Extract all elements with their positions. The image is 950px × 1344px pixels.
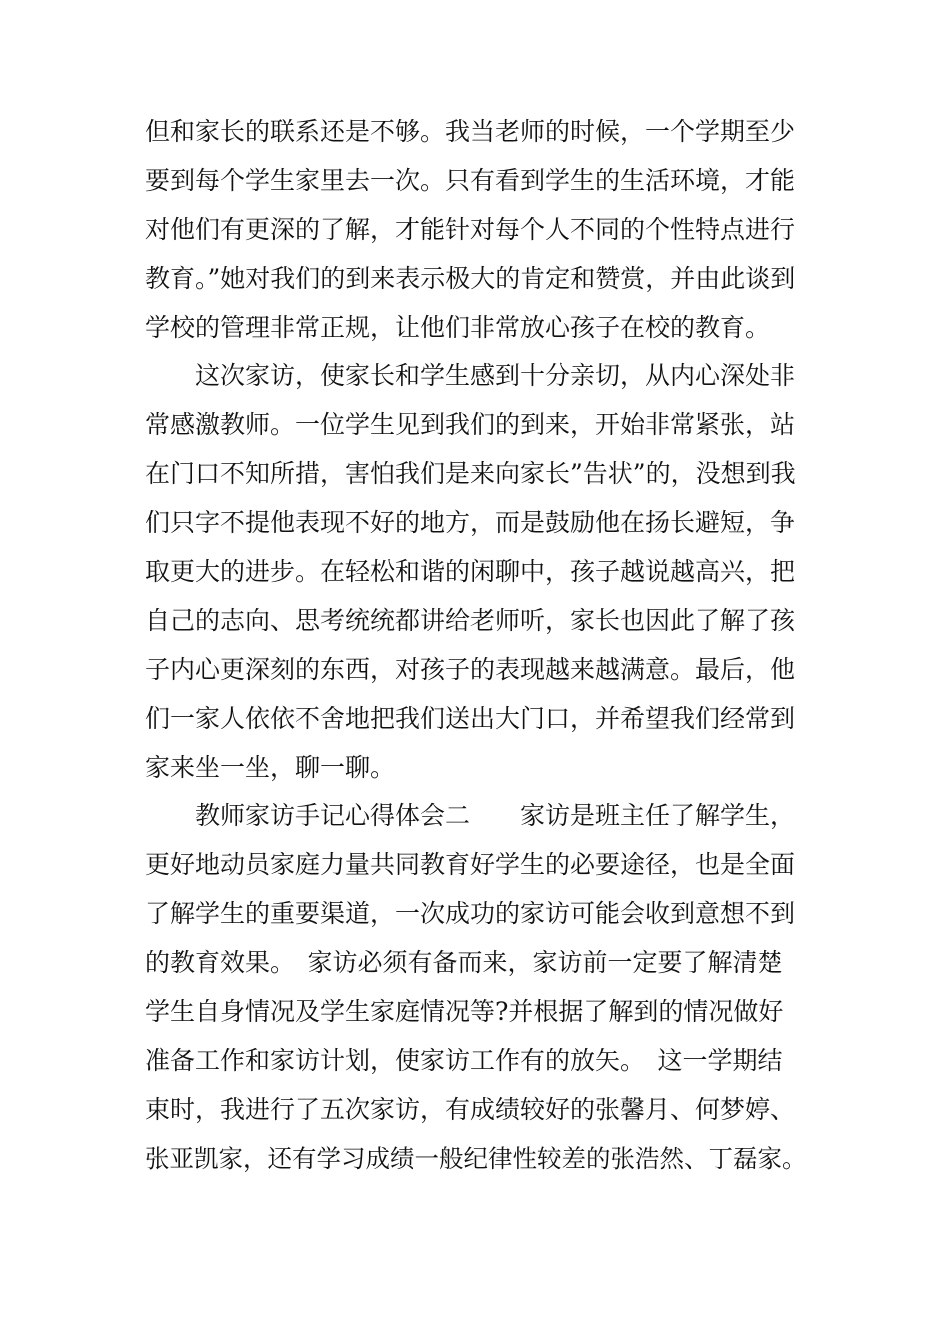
text-line: 学生自身情况及学生家庭情况等?并根据了解到的情况做好	[145, 997, 784, 1027]
text-line: 但和家长的联系还是不够。我当老师的时候，一个学期至少	[145, 117, 796, 146]
text-line: 对他们有更深的了解，才能针对每个人不同的个性特点进行	[145, 214, 796, 244]
text-line: 取更大的进步。在轻松和谐的闲聊中，孩子越说越高兴，把	[145, 557, 796, 587]
text-line: 更好地动员家庭力量共同教育好学生的必要途径，也是全面	[145, 850, 796, 880]
text-line: 教师家访手记心得体会二 家访是班主任了解学生，	[195, 801, 796, 831]
text-line: 了解学生的重要渠道，一次成功的家访可能会收到意想不到	[145, 899, 796, 929]
text-line: 子内心更深刻的东西，对孩子的表现越来越满意。最后，他	[145, 654, 796, 684]
text-line: 这次家访，使家长和学生感到十分亲切，从内心深处非	[195, 361, 796, 391]
body-text	[145, 108, 815, 1184]
text-line: 们一家人依依不舍地把我们送出大门口，并希望我们经常到	[145, 703, 796, 733]
text-line: 学校的管理非常正规，让他们非常放心孩子在校的教育。	[145, 312, 771, 342]
text-line: 家来坐一坐，聊一聊。	[145, 752, 396, 782]
text-line: 教育。”她对我们的到来表示极大的肯定和赞赏，并由此谈到	[145, 263, 796, 293]
text-line: 要到每个学生家里去一次。只有看到学生的生活环境，才能	[145, 165, 796, 195]
text-line: 张亚凯家，还有学习成绩一般纪律性较差的张浩然、丁磊家。	[145, 1143, 807, 1173]
text-line: 在门口不知所措，害怕我们是来向家长”告状”的，没想到我	[145, 459, 796, 489]
text-line: 常感激教师。一位学生见到我们的到来，开始非常紧张，站	[145, 410, 796, 440]
text-line: 准备工作和家访计划，使家访工作有的放矢。 这一学期结	[145, 1045, 783, 1075]
text-line: 们只字不提他表现不好的地方，而是鼓励他在扬长避短，争	[145, 508, 796, 538]
text-line: 的教育效果。 家访必须有备而来，家访前一定要了解清楚	[145, 948, 783, 978]
text-line: 束时，我进行了五次家访，有成绩较好的张馨月、何梦婷、	[145, 1094, 796, 1124]
text-line: 自己的志向、思考统统都讲给老师听，家长也因此了解了孩	[145, 605, 796, 635]
